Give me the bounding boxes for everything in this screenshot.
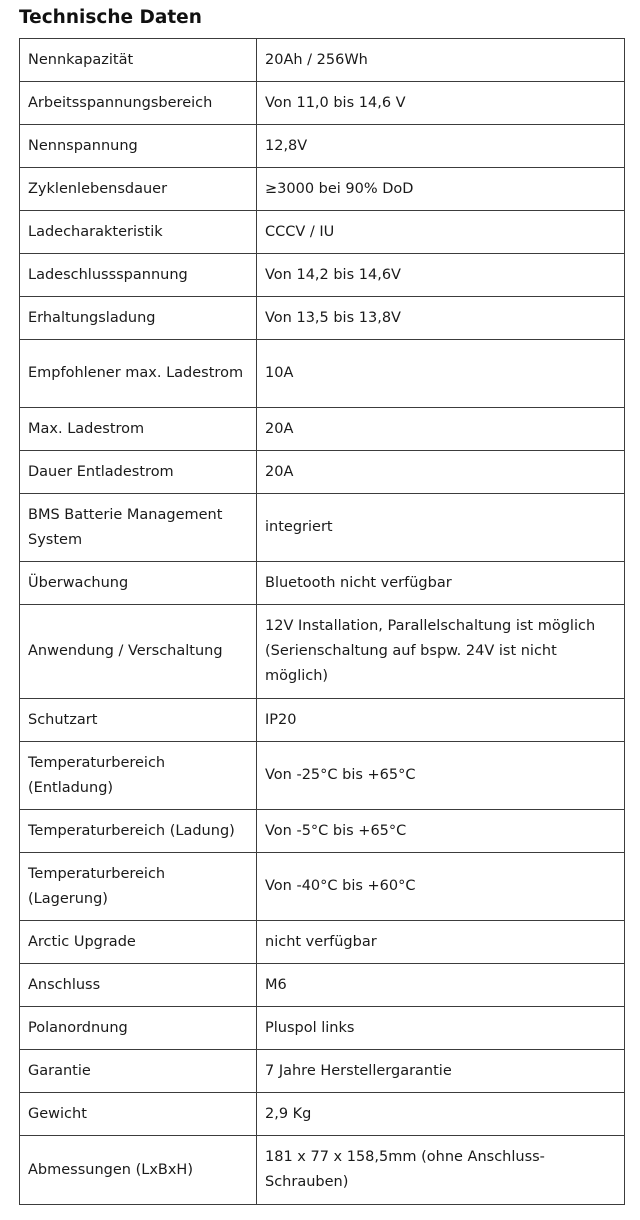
spec-label: Garantie [20, 1050, 257, 1093]
spec-label: Abmessungen (LxBxH) [20, 1136, 257, 1205]
spec-value: integriert [257, 494, 625, 562]
spec-label: Anschluss [20, 964, 257, 1007]
spec-value: 12V Installation, Parallelschaltung ist möglich (Serienschaltung auf bspw. 24V ist nicht möglich) [257, 605, 625, 699]
spec-label: Gewicht [20, 1093, 257, 1136]
table-row [20, 39, 625, 82]
spec-table [19, 38, 625, 1205]
spec-value: Von 11,0 bis 14,6 V [257, 82, 625, 125]
spec-value: Von 13,5 bis 13,8V [257, 297, 625, 340]
spec-value: 7 Jahre Herstellergarantie [257, 1050, 625, 1093]
table-row [20, 340, 625, 408]
table-row [20, 699, 625, 742]
spec-value: 2,9 Kg [257, 1093, 625, 1136]
spec-value: nicht verfügbar [257, 921, 625, 964]
table-row [20, 451, 625, 494]
spec-value: Von -25°C bis +65°C [257, 742, 625, 810]
spec-label: Temperaturbereich (Ladung) [20, 810, 257, 853]
spec-value: Pluspol links [257, 1007, 625, 1050]
spec-table-body [20, 39, 625, 1205]
table-row [20, 921, 625, 964]
spec-label: Arbeitsspannungsbereich [20, 82, 257, 125]
spec-value: Bluetooth nicht verfügbar [257, 562, 625, 605]
spec-value: ≥3000 bei 90% DoD [257, 168, 625, 211]
spec-value: CCCV / IU [257, 211, 625, 254]
table-row [20, 1093, 625, 1136]
table-row [20, 1136, 625, 1205]
spec-label: Ladecharakteristik [20, 211, 257, 254]
spec-label: Schutzart [20, 699, 257, 742]
table-row [20, 254, 625, 297]
spec-label: Ladeschlussspannung [20, 254, 257, 297]
spec-label: Überwachung [20, 562, 257, 605]
spec-label: Max. Ladestrom [20, 408, 257, 451]
table-row [20, 810, 625, 853]
spec-value: 12,8V [257, 125, 625, 168]
table-row [20, 125, 625, 168]
spec-label: Nennspannung [20, 125, 257, 168]
spec-label: Empfohlener max. Ladestrom [20, 340, 257, 408]
table-row [20, 211, 625, 254]
spec-label: Anwendung / Verschaltung [20, 605, 257, 699]
table-row [20, 853, 625, 921]
spec-value: 20A [257, 408, 625, 451]
spec-label: BMS Batterie Management System [20, 494, 257, 562]
section-title: Technische Daten [19, 7, 202, 28]
spec-label: Dauer Entladestrom [20, 451, 257, 494]
spec-value: Von -40°C bis +60°C [257, 853, 625, 921]
spec-value: 181 x 77 x 158,5mm (ohne Anschluss-Schrauben) [257, 1136, 625, 1205]
spec-value: Von -5°C bis +65°C [257, 810, 625, 853]
spec-label: Nennkapazität [20, 39, 257, 82]
spec-value: Von 14,2 bis 14,6V [257, 254, 625, 297]
spec-label: Erhaltungsladung [20, 297, 257, 340]
spec-label: Temperaturbereich (Lagerung) [20, 853, 257, 921]
spec-value: IP20 [257, 699, 625, 742]
table-row [20, 408, 625, 451]
spec-label: Polanordnung [20, 1007, 257, 1050]
table-row [20, 297, 625, 340]
table-row [20, 964, 625, 1007]
spec-value: 20Ah / 256Wh [257, 39, 625, 82]
spec-label: Zyklenlebensdauer [20, 168, 257, 211]
table-row [20, 562, 625, 605]
spec-label: Temperaturbereich (Entladung) [20, 742, 257, 810]
spec-value: M6 [257, 964, 625, 1007]
table-row [20, 742, 625, 810]
table-row [20, 82, 625, 125]
table-row [20, 168, 625, 211]
spec-value: 20A [257, 451, 625, 494]
table-row [20, 605, 625, 699]
spec-value: 10A [257, 340, 625, 408]
spec-label: Arctic Upgrade [20, 921, 257, 964]
table-row [20, 1050, 625, 1093]
table-row [20, 494, 625, 562]
table-row [20, 1007, 625, 1050]
